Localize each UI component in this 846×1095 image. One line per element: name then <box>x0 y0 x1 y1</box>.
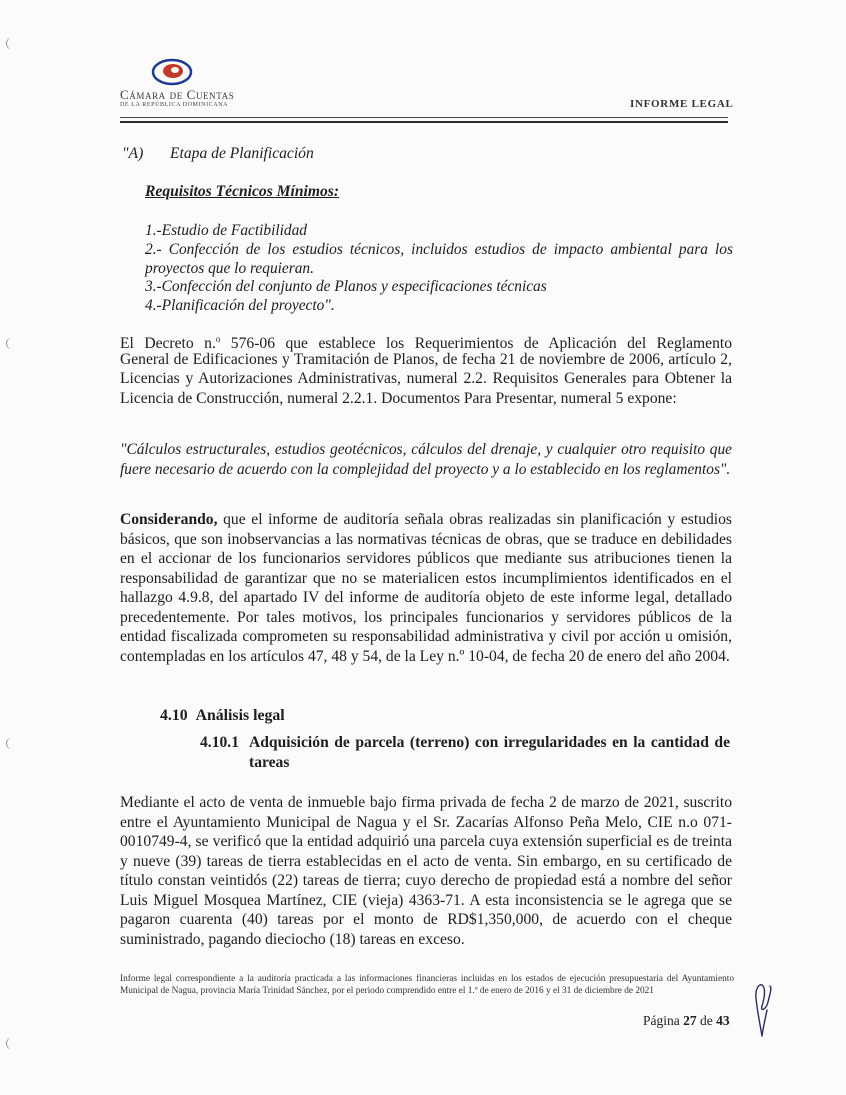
header-rule-thick <box>120 121 728 123</box>
section-heading <box>160 707 285 725</box>
institution-name: Cámara de Cuentas <box>120 87 235 102</box>
document-type-label: INFORME LEGAL <box>630 98 734 110</box>
considering-paragraph <box>120 510 732 666</box>
decree-prefix: El Decreto n. <box>120 335 216 353</box>
footer-note: Informe legal correspondiente a la auditoría practicada a las informaciones financieras incluidas en los estados de ejecución presupuestaria del Ayuntamiento Municipal de Nagua, provincia María Trinidad Sánchez, por el periodo comprendido entre el 1.º de enero de 2016 y el 31 de diciembre de 2021 <box>120 974 734 996</box>
decree-ordinal: o <box>215 334 221 344</box>
subsection-heading <box>200 733 730 773</box>
requirement-item-2-cont: proyectos que lo requieran. <box>145 260 314 277</box>
punch-mark <box>6 1038 16 1049</box>
considering-lead: Considerando, <box>120 511 218 528</box>
requirement-item-3: 3.-Confección del conjunto de Planos y especificaciones técnicas <box>145 278 547 295</box>
institution-subtitle: DE LA REPÚBLICA DOMINICANA <box>120 102 229 108</box>
requirement-item-1: 1.-Estudio de Factibilidad <box>145 222 308 239</box>
section-number: 4.10 <box>160 707 188 724</box>
stage-heading <box>122 145 314 163</box>
header-rule-thin <box>120 117 728 118</box>
analysis-paragraph: Mediante el acto de venta de inmueble bajo firma privada de fecha 2 de marzo de 2021, suscrito entre el Ayuntamiento Municipal de Nagua y el Sr. Zacarías Alfonso Peña Melo, CIE n.o 071- 0010749-4, se verificó que la entidad adquirió una parcela cuya extensión superficial es de treinta y nueve (39) tareas de tierra establecidas en el acto de venta. Sin embargo, en su certificado de título constan veintidós (22) tareas de tierra; cuyo derecho de propiedad está a nombre del señor Luis Miguel Mosquea Martínez, CIE (vieja) 4363-71. A esta inconsistencia se le agrega que se pagaron cuarenta (40) tareas por el monto de RD$1,350,000, de acuerdo con el cheque suministrado, pagando dieciocho (18) tareas en exceso. <box>120 794 732 948</box>
decree-line1-rest: 576-06 que establece los Requerimientos de Aplicación del Reglamento <box>220 335 732 353</box>
punch-mark <box>6 738 16 749</box>
decree-quote: "Cálculos estructurales, estudios geotécnicos, cálculos del drenaje, y cualquier otro requisito que fuere necesario de acuerdo con la complejidad del proyecto y a lo establecido en los reglamentos". <box>120 441 732 478</box>
page-number <box>643 1013 730 1029</box>
punch-mark <box>6 38 16 49</box>
handwritten-signature-icon <box>748 980 776 1038</box>
page-current: 27 <box>683 1013 697 1028</box>
subsection-title: Adquisición de parcela (terreno) con irregularidades en la cantidad de tareas <box>249 734 730 771</box>
punch-mark <box>6 338 16 349</box>
decree-paragraph: General de Edificaciones y Tramitación de Planos, de fecha 21 de noviembre de 2006, artículo 2, Licencias y Autorizaciones Administrativas, numeral 2.2. Requisitos Generales para Obtener la Licencia de Construcción, numeral 2.2.1. Documentos Para Presentar, numeral 5 expone: <box>120 350 732 407</box>
institution-logo-icon <box>150 55 194 89</box>
stage-letter: "A) <box>122 145 144 162</box>
section-title: Análisis legal <box>195 707 285 724</box>
subsection-number: 4.10.1 <box>200 734 239 751</box>
requirement-item-2: 2.- Confección de los estudios técnicos, incluidos estudios de impacto ambiental para los <box>145 241 733 258</box>
page-total: 43 <box>716 1013 730 1028</box>
page-label: Página <box>643 1013 680 1028</box>
requirement-item-4: 4.-Planificación del proyecto". <box>145 297 335 314</box>
requirements-heading <box>145 183 339 201</box>
stage-title: Etapa de Planificación <box>170 145 314 162</box>
considering-text: que el informe de auditoría señala obras realizadas sin planificación y estudios básicos, que son inobservancias a las normativas técnicas de obras, que se traduce en debilidades en el accionar de los funcionarios servidores públicos que mediante sus atribuciones tienen la responsabilidad de garantizar que no se materialicen estos incumplimientos identificados en el hallazgo 4.9.8, del apartado IV del informe de auditoría objeto de este informe legal, detallado precedentemente. Por tales motivos, los principales funcionarios y servidores públicos de la entidad fiscalizada comprometen su responsabilidad administrativa y civil por acción u omisión, contempladas en los artículos 47, 48 y 54, de la Ley n.º 10-04, de fecha 20 de enero del año 2004. <box>120 511 732 665</box>
requirements-title: Requisitos Técnicos Mínimos: <box>145 183 340 200</box>
page-of: de <box>700 1013 713 1028</box>
